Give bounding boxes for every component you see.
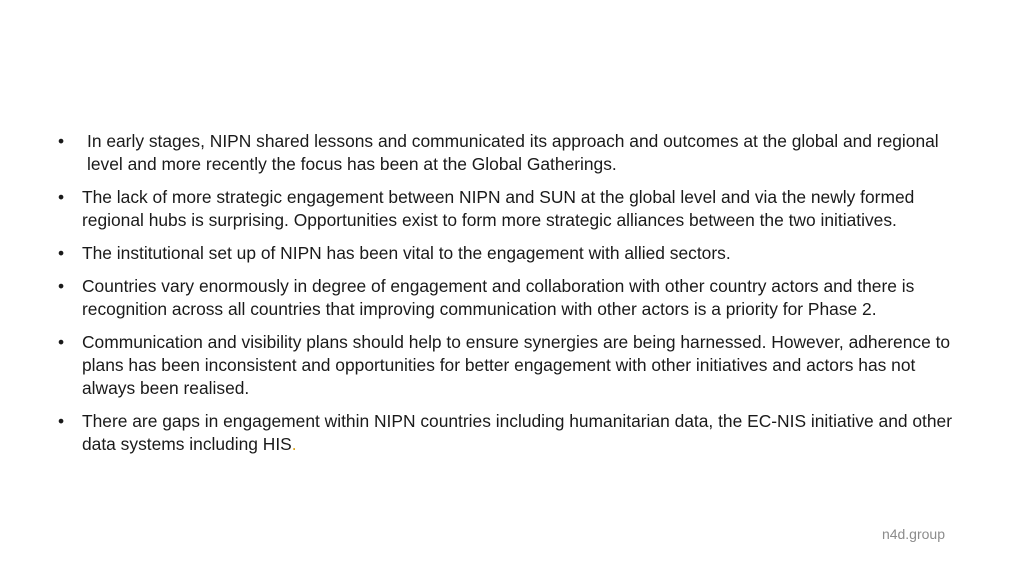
bullet-text: The institutional set up of NIPN has been vital to the engagement with allied sectors. — [82, 243, 731, 263]
bullet-dot: • — [58, 332, 65, 352]
bullet-text: In early stages, NIPN shared lessons and communicated its approach and outcomes at the global and regional level and more recently the focus has been at the Global Gatherings. — [87, 131, 939, 174]
bullet-dot: • — [58, 187, 65, 207]
bullet-dot: • — [58, 276, 65, 296]
accent-period: . — [291, 434, 297, 454]
bullet-item — [58, 410, 968, 456]
footer-brand: n4d.group — [881, 526, 945, 542]
bullet-item — [58, 275, 968, 321]
bullet-text: The lack of more strategic engagement between NIPN and SUN at the global level and via the newly formed regional hubs is surprising. Opportunities exist to form more strategic alliances between the two initiatives. — [82, 187, 915, 230]
bullet-item — [58, 130, 968, 176]
bullet-item — [58, 242, 968, 265]
bullet-list — [58, 130, 968, 466]
bullet-dot: • — [58, 131, 65, 151]
bullet-text: There are gaps in engagement within NIPN countries including humanitarian data, the EC-NIS initiative and other data systems including HIS — [82, 411, 953, 454]
bullet-dot: • — [58, 411, 65, 431]
bullet-text: Communication and visibility plans should help to ensure synergies are being harnessed. However, adherence to plans has been inconsistent and opportunities for better engagement with other initiatives and actors has not always been realised. — [82, 332, 951, 398]
bullet-dot: • — [58, 243, 65, 263]
bullet-text: Countries vary enormously in degree of engagement and collaboration with other country actors and there is recognition across all countries that improving communication with other actors is a priority for Phase 2. — [82, 276, 915, 319]
bullet-item — [58, 331, 968, 400]
bullet-item — [58, 186, 968, 232]
